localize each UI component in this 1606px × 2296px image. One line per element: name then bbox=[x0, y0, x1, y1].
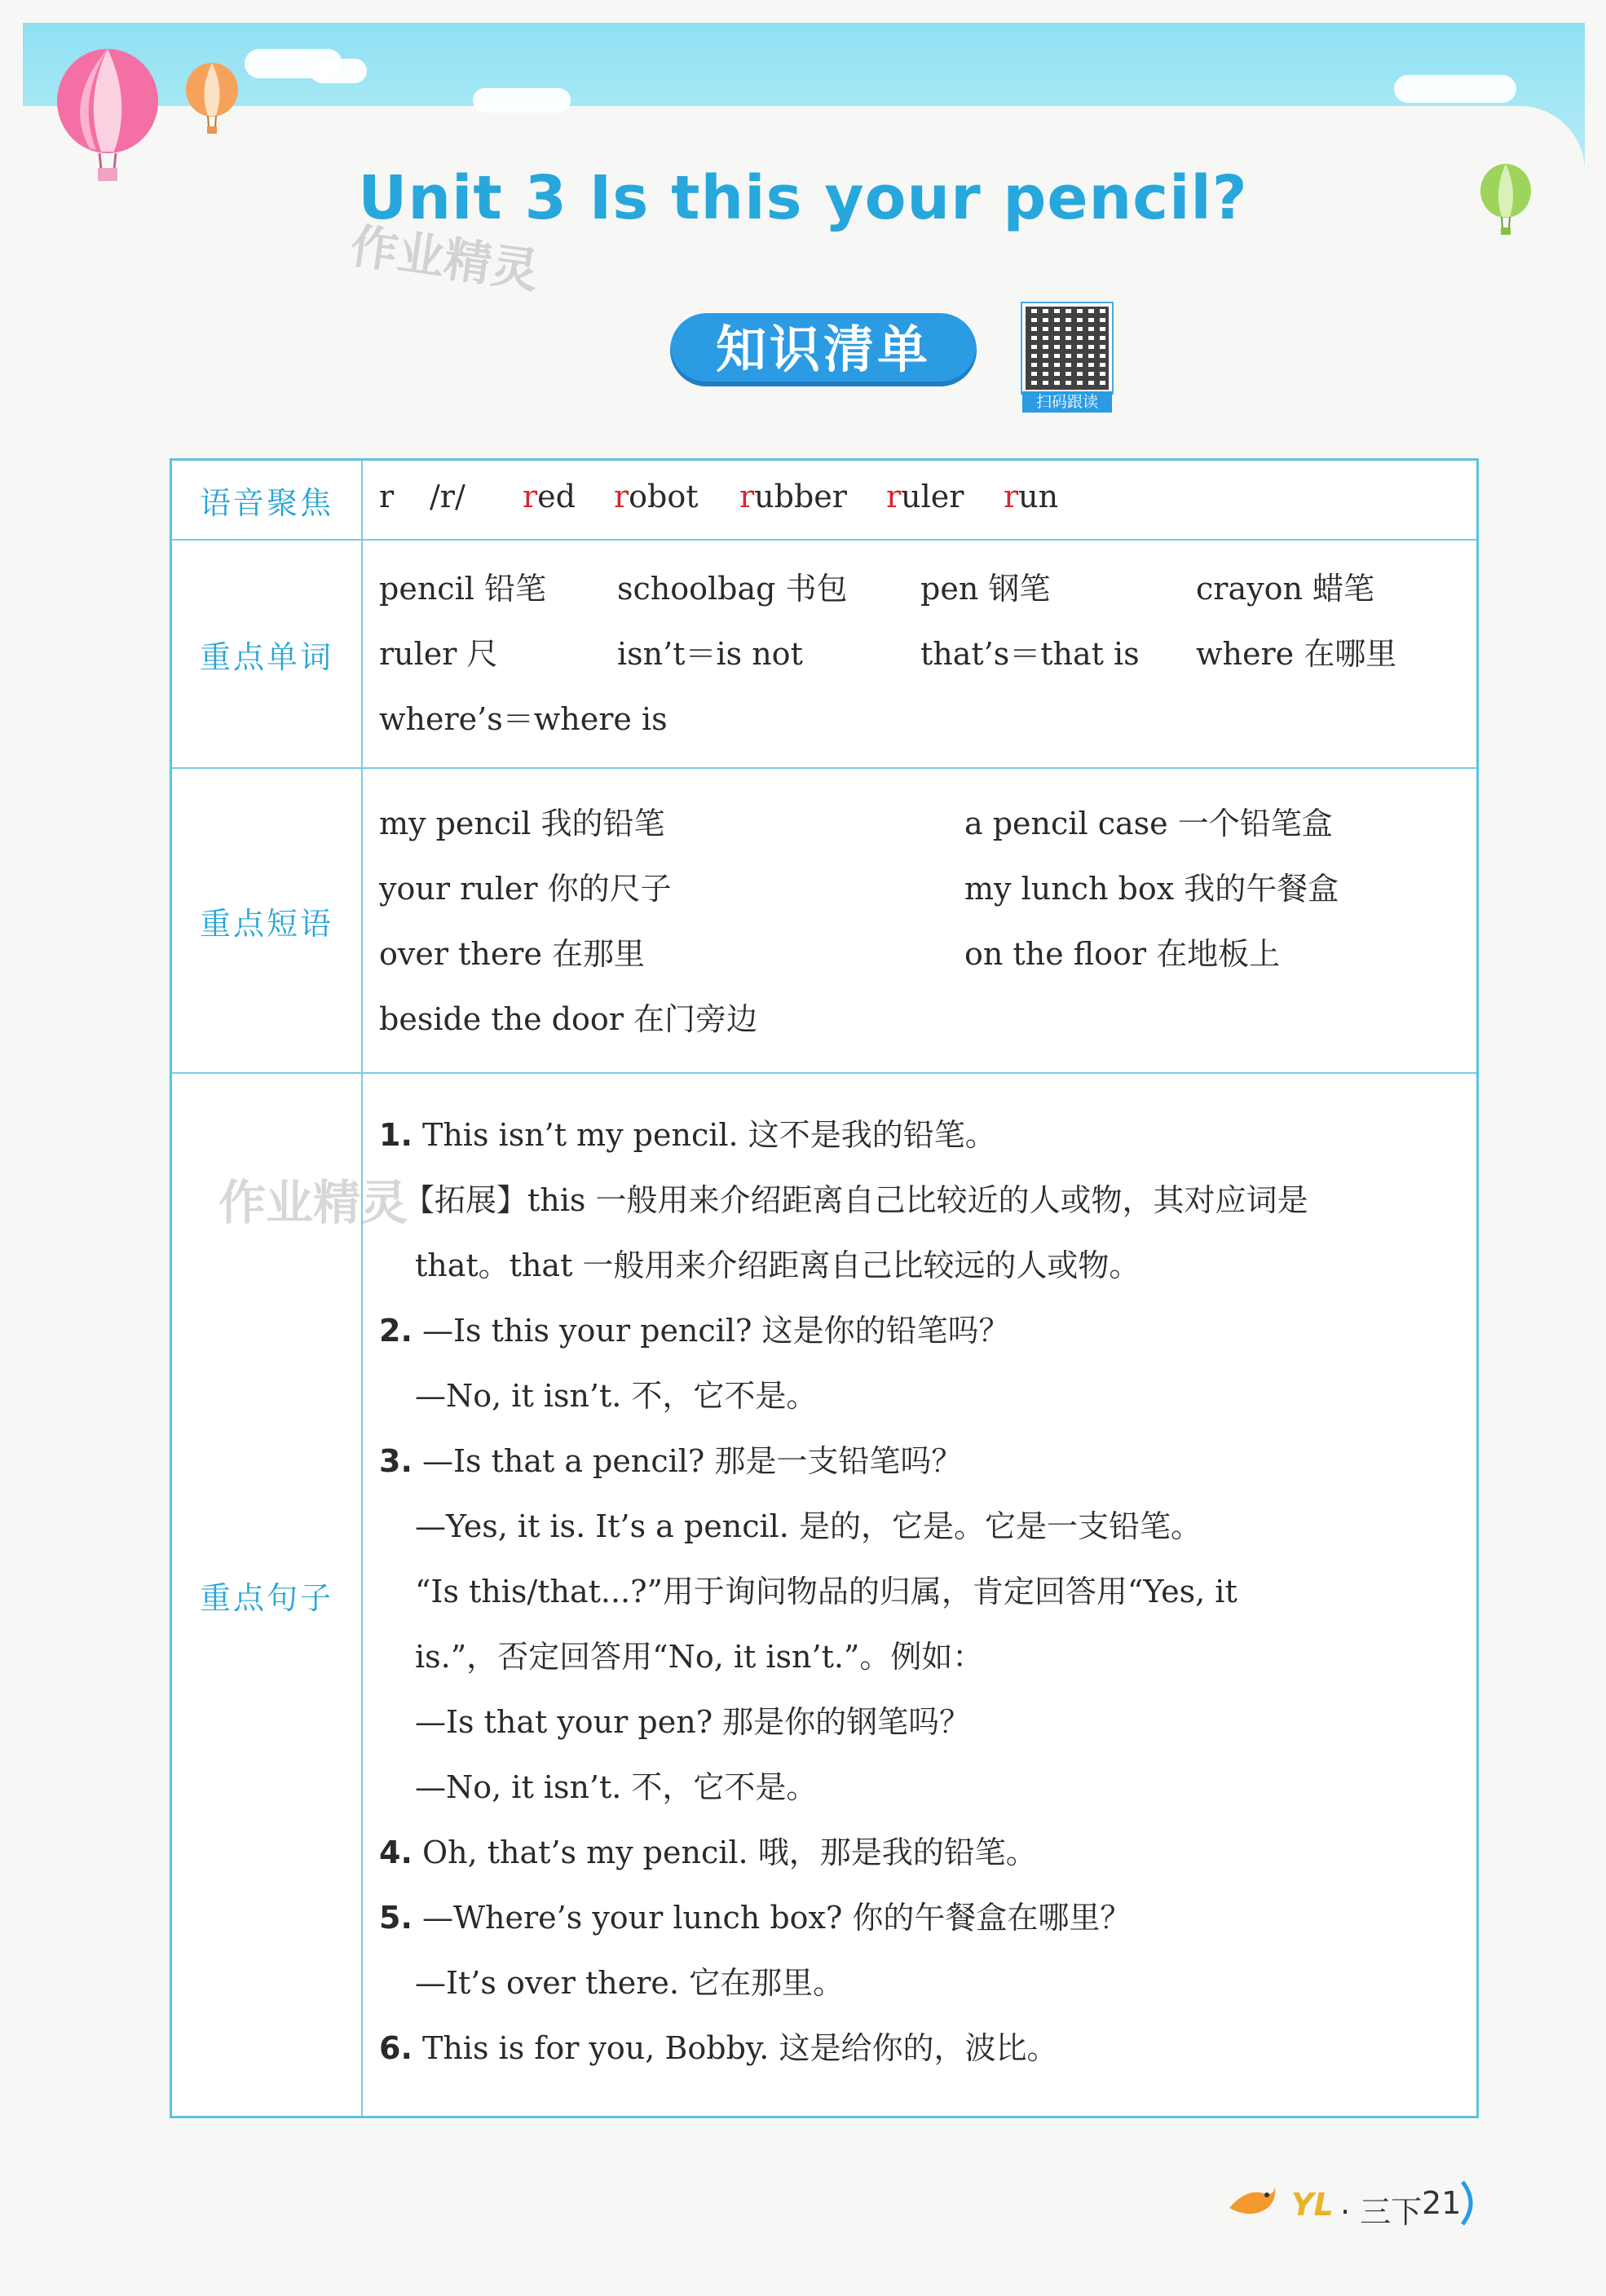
phonics-row bbox=[172, 461, 1476, 539]
vocab-item: pencil 铅笔 bbox=[379, 571, 546, 607]
sentence-line: —It’s over there. 它在那里。 bbox=[415, 1965, 845, 2001]
sentence-line: —Yes, it is. It’s a pencil. 是的，它是。它是一支铅笔。 bbox=[415, 1508, 1202, 1544]
cloud-decoration bbox=[310, 59, 367, 83]
phrases-row bbox=[172, 767, 1476, 1072]
phrase-item: my lunch box 我的午餐盒 bbox=[964, 871, 1339, 907]
vocab-item: pen 钢笔 bbox=[920, 571, 1051, 607]
sentence-line: 【拓展】this 一般用来介绍距离自己比较近的人或物，其对应词是 bbox=[404, 1182, 1308, 1218]
vocab-item: where’s＝where is bbox=[379, 701, 668, 737]
cloud-decoration bbox=[473, 88, 571, 113]
phonics-word: rubber bbox=[739, 479, 847, 514]
vocabulary-row bbox=[172, 539, 1476, 767]
sentence-line: that。that 一般用来介绍距离自己比较远的人或物。 bbox=[415, 1247, 1141, 1283]
phonics-content bbox=[379, 461, 1468, 539]
vocab-item: ruler 尺 bbox=[379, 636, 498, 672]
sentence-line: 5. —Where’s your lunch box? 你的午餐盒在哪里？ bbox=[379, 1900, 1132, 1936]
phrases-content bbox=[379, 769, 1468, 1072]
sentence-line: 3. —Is that a pencil? 那是一支铅笔吗？ bbox=[379, 1443, 963, 1479]
bird-logo-icon bbox=[1226, 2180, 1278, 2221]
sentences-content bbox=[379, 1074, 1468, 2116]
phrases-label: 重点短语 bbox=[172, 769, 363, 1072]
watermark: 作业精灵 bbox=[218, 1175, 408, 1230]
phonics-letter: r bbox=[379, 479, 395, 514]
sentence-line: —Is that your pen? 那是你的钢笔吗？ bbox=[415, 1704, 971, 1740]
page-title: Unit 3 Is this your pencil? bbox=[358, 163, 1248, 233]
phonics-word: run bbox=[1004, 479, 1059, 514]
phrase-item: beside the door 在门旁边 bbox=[379, 1001, 757, 1037]
knowledge-table bbox=[170, 458, 1479, 2118]
sentence-line: “Is this/that...?”用于询问物品的归属，肯定回答用“Yes, it bbox=[415, 1574, 1238, 1609]
phrase-item: over there 在那里 bbox=[379, 936, 646, 972]
sentence-line: 1. This isn’t my pencil. 这不是我的铅笔。 bbox=[379, 1117, 996, 1153]
hot-air-balloon-small-icon bbox=[183, 62, 241, 140]
qr-code-label: 扫码跟读 bbox=[1022, 391, 1112, 413]
watermark: 作业精灵 bbox=[346, 218, 542, 299]
sentence-line: 6. This is for you, Bobby. 这是给你的，波比。 bbox=[379, 2030, 1058, 2066]
phonics-ipa: /r/ bbox=[430, 479, 465, 514]
phrase-item: a pencil case 一个铅笔盒 bbox=[964, 806, 1333, 841]
vocab-item: isn’t＝is not bbox=[617, 636, 803, 672]
phonics-word: red bbox=[523, 479, 576, 514]
vocabulary-label: 重点单词 bbox=[172, 541, 363, 767]
sentence-line: 4. Oh, that’s my pencil. 哦，那是我的铅笔。 bbox=[379, 1835, 1037, 1870]
qr-code-icon[interactable] bbox=[1022, 303, 1112, 393]
phrase-item: my pencil 我的铅笔 bbox=[379, 806, 665, 841]
footer-brand: YL bbox=[1291, 2187, 1334, 2223]
vocab-item: crayon 蜡笔 bbox=[1196, 571, 1375, 607]
sentence-line: is.”，否定回答用“No, it isn’t.”。例如： bbox=[415, 1639, 984, 1675]
page-number: 21 bbox=[1422, 2185, 1462, 2221]
phrase-item: on the floor 在地板上 bbox=[964, 936, 1281, 972]
vocab-item: that’s＝that is bbox=[920, 636, 1140, 672]
phonics-word: ruler bbox=[886, 479, 964, 514]
sentence-line: 2. —Is this your pencil? 这是你的铅笔吗？ bbox=[379, 1313, 1010, 1349]
vocabulary-content bbox=[379, 541, 1468, 767]
sentence-line: —No, it isn’t. 不，它不是。 bbox=[415, 1378, 818, 1414]
page-number-bracket-icon bbox=[1459, 2179, 1480, 2228]
sentence-line: —No, it isn’t. 不，它不是。 bbox=[415, 1769, 818, 1805]
footer-grade: · 三下 bbox=[1340, 2194, 1423, 2230]
vocab-item: schoolbag 书包 bbox=[617, 571, 848, 607]
vocab-item: where 在哪里 bbox=[1196, 636, 1397, 672]
knowledge-list-badge: 知识清单 bbox=[670, 313, 977, 386]
sentences-label: 重点句子 bbox=[172, 1074, 363, 2116]
phonics-word: robot bbox=[614, 479, 699, 514]
phonics-label: 语音聚焦 bbox=[172, 461, 363, 539]
cloud-decoration bbox=[1394, 75, 1516, 103]
phrase-item: your ruler 你的尺子 bbox=[379, 871, 672, 907]
